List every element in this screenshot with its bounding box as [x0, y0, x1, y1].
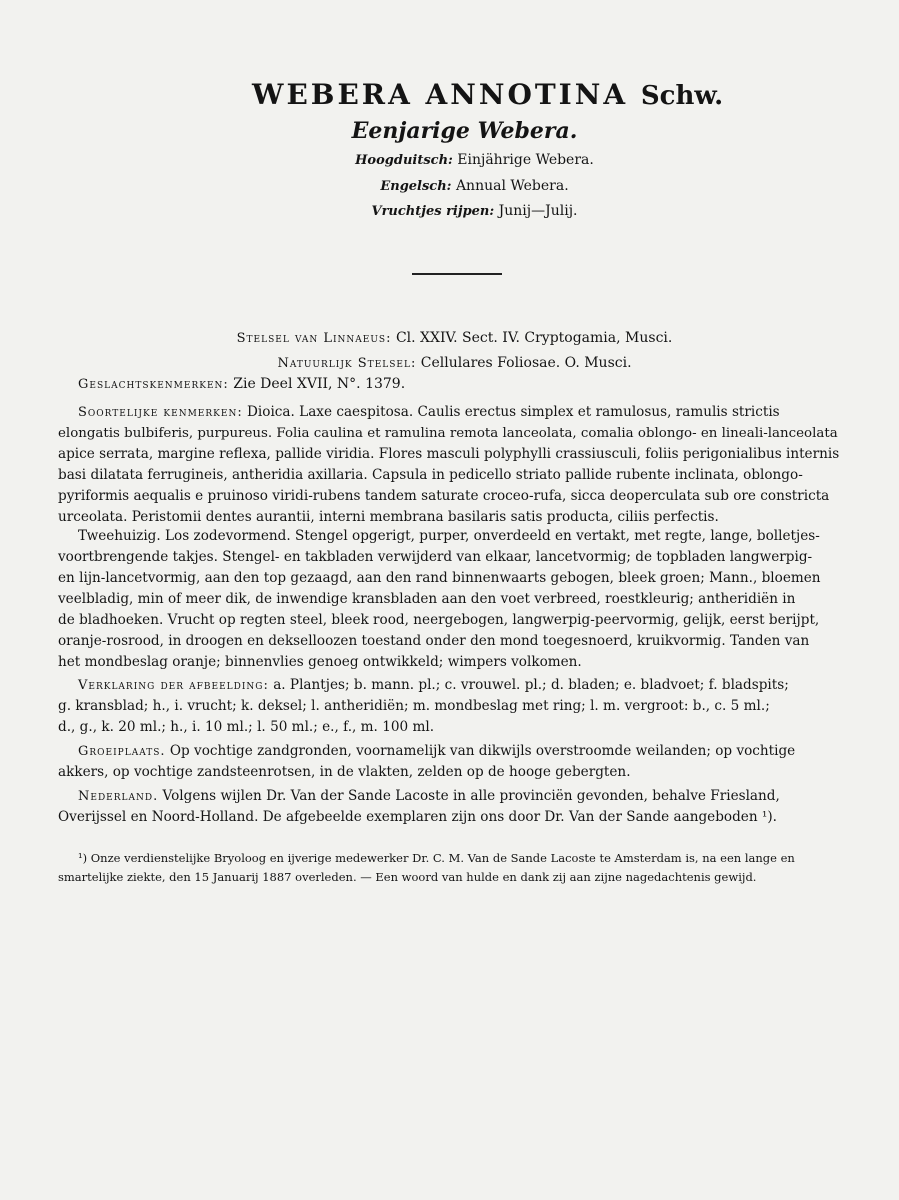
species-title — [252, 78, 724, 111]
species-name: WEBERA ANNOTINA — [252, 78, 629, 111]
dutch-name: Eenjarige Webera. — [351, 118, 578, 144]
fruiting-line: Vruchtjes rijpen: Junij—Julij. — [371, 203, 578, 219]
netherlands-paragraph: Nederland. Volgens wijlen Dr. Van der Sande Lacoste in alle provinciën gevonden, behalve Friesland, Overijssel en Noord-Holland. De afgebeelde exemplaren zijn ons door Dr. Van der Sande aangeboden ¹). — [58, 788, 780, 825]
latin-description: Soortelijke kenmerken: Dioica. Laxe caespitosa. Caulis erectus simplex et ramulosus, ramulis strictis elongatis bulbiferis, purpureus. Folia caulina et ramulina remota lanceolata, comalia oblongo- en lineali-lanceolata apice serrata, margine reflexa, pallide viridia. Flores masculi polyphylli crassiusculi, foliis perigonialibus internis basi dilatata ferrugineis, antheridia axillaria. Capsula in pedicello striato pallide rubente inclinata, oblongo- pyriformis aequalis e pruinoso viridi-rubens tandem saturate croceo-rufa, sicca deoperculata sub ore constricta urceolata. Peristomii dentes aurantii, interni membrana basilaris satis producta, ciliis perfectis. — [58, 404, 840, 525]
dutch-description: Tweehuizig. Los zodevormend. Stengel opgerigt, purper, onverdeeld en vertakt, met regte, lange, bolletjes- voortbrengende takjes. Stengel- en takbladen verwijderd van elkaar, lancetvormig; de topbladen langwerpig- en lijn-lancetvormig, aan den top gezaagd, aan den rand binnenwaarts gebogen, bleek groen; Mann., bloemen veelbladig, min of meer dik, de inwendige kransbladen aan den voet verbreed, roestkleurig; antheridiën in de bladhoeken. Vrucht op regten steel, bleek rood, neergebogen, langwerpig-peervormig, gelijk, eerst berijpt, oranje-rosrood, in droogen en dekselloozen toestand onder den mond toegesnoerd, kruikvormig. Tanden van het mondbeslag oranje; binnenvlies genoeg ontwikkeld; wimpers volkomen. — [58, 528, 821, 670]
natural-system-line: Natuurlijk Stelsel: Cellulares Foliosae. O. Musci. — [277, 355, 632, 371]
linnaeus-system-line: Stelsel van Linnaeus: Cl. XXIV. Sect. IV. Cryptogamia, Musci. — [236, 330, 673, 346]
habitat-paragraph: Groeiplaats. Op vochtige zandgronden, voornamelijk van dikwijls overstroomde weilanden; op vochtige akkers, op vochtige zandsteenrotsen, in de vlakten, zelden op de hooge gebergten. — [58, 743, 796, 780]
footnote: ¹) Onze verdienstelijke Bryoloog en ijverige medewerker Dr. C. M. Van de Sande Lacoste te Amsterdam is, na een lange en smartelijke ziekte, den 15 Januarij 1887 overleden. — Een woord van hulde en dank zij aan zijne nagedachtenis gewijd. — [58, 851, 795, 884]
genus-characters-line: Geslachtskenmerken: Zie Deel XVII, N°. 1379. — [78, 376, 406, 392]
figure-explanation: Verklaring der afbeelding: a. Plantjes; b. mann. pl.; c. vrouwel. pl.; d. bladen; e. bladvoet; f. bladspits; g. kransblad; h., i. vrucht; k. deksel; l. antheridiën; m. mondbeslag met ring; l. m. vergroot: b., c. 5 ml.; d., g., k. 20 ml.; h., i. 10 ml.; l. 50 ml.; e., f., m. 100 ml. — [58, 677, 789, 735]
species-author: Schw. — [640, 81, 724, 111]
english-name-line: Engelsch: Annual Webera. — [380, 178, 569, 194]
german-name-line: Hoogduitsch: Einjährige Webera. — [355, 152, 594, 168]
divider-rule — [412, 273, 502, 275]
